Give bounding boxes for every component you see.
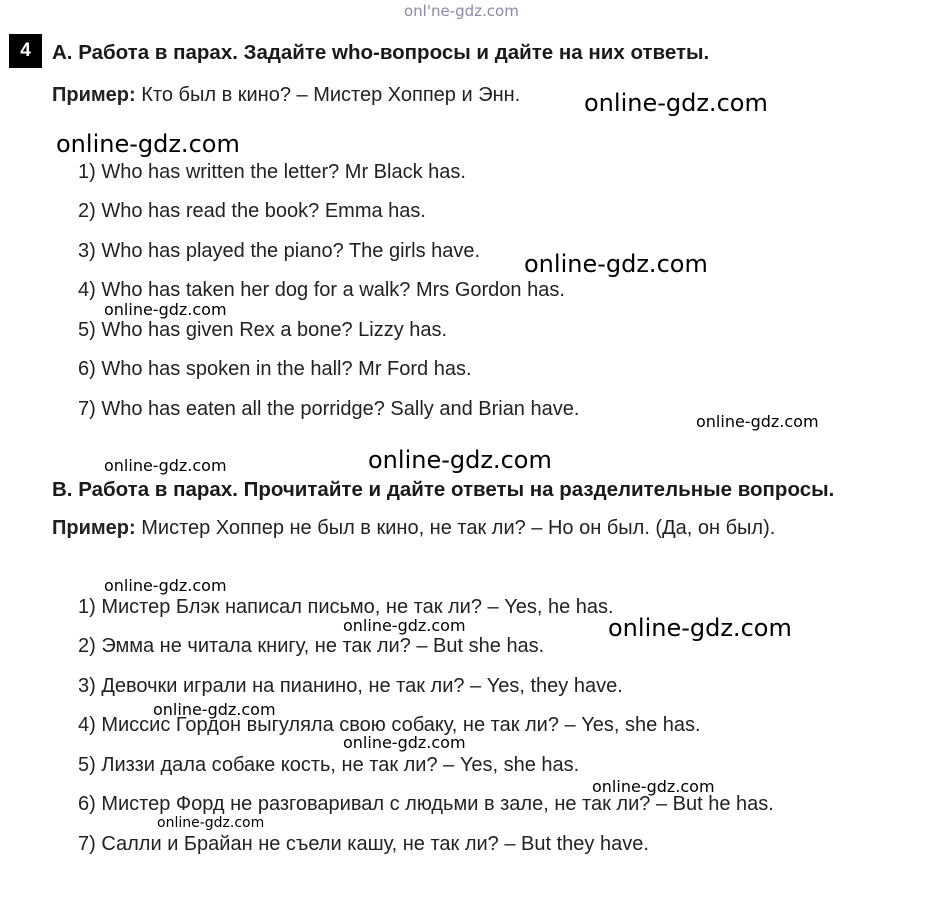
- list-item: 6) Мистер Форд не разговаривал с людьми в зале, не так ли? – But he has.: [78, 793, 774, 815]
- list-item: 6) Who has spoken in the hall? Mr Ford has.: [78, 358, 472, 380]
- watermark: online-gdz.com: [153, 700, 276, 719]
- example-label: Пример:: [52, 84, 136, 106]
- list-item: 1) Who has written the letter? Mr Black has.: [78, 161, 466, 183]
- watermark: online-gdz.com: [343, 733, 466, 752]
- list-item: 4) Миссис Гордон выгуляла свою собаку, не так ли? – Yes, she has.: [78, 714, 701, 736]
- list-item: 3) Who has played the piano? The girls have.: [78, 240, 481, 262]
- list-item: 2) Who has read the book? Emma has.: [78, 200, 426, 222]
- list-item: 5) Who has given Rex a bone? Lizzy has.: [78, 319, 448, 341]
- watermark: online-gdz.com: [104, 300, 227, 319]
- section-b-heading: B. Работа в парах. Прочитайте и дайте ответы на разделительные вопросы.: [52, 478, 835, 501]
- watermark: online-gdz.com: [343, 616, 466, 635]
- list-item: 7) Салли и Брайан не съели кашу, не так ли? – But they have.: [78, 833, 649, 855]
- list-item: 2) Эмма не читала книгу, не так ли? – But she has.: [78, 635, 545, 657]
- watermark: online-gdz.com: [608, 614, 792, 642]
- watermark-top: onl'ne-gdz.com: [404, 2, 519, 20]
- list-item: 4) Who has taken her dog for a walk? Mrs Gordon has.: [78, 279, 565, 301]
- watermark: online-gdz.com: [104, 576, 227, 595]
- watermark: online-gdz.com: [104, 456, 227, 475]
- list-item: 3) Девочки играли на пианино, не так ли? – Yes, they have.: [78, 675, 623, 697]
- list-item: 7) Who has eaten all the porridge? Sally and Brian have.: [78, 398, 580, 420]
- section-a-heading: A. Работа в парах. Задайте who-вопросы и дайте на них ответы.: [52, 41, 710, 64]
- watermark: online-gdz.com: [524, 250, 708, 278]
- watermark: online-gdz.com: [592, 777, 715, 796]
- watermark: online-gdz.com: [157, 815, 265, 831]
- watermark: online-gdz.com: [696, 412, 819, 431]
- example-text: Кто был в кино? – Мистер Хоппер и Энн.: [135, 84, 521, 106]
- watermark: online-gdz.com: [584, 89, 768, 117]
- section-a-example: [52, 84, 520, 107]
- example-text: Мистер Хоппер не был в кино, не так ли? – Но он был. (Да, он был).: [135, 517, 776, 539]
- example-label: Пример:: [52, 517, 136, 539]
- section-b-example: [52, 517, 775, 540]
- watermark: online-gdz.com: [368, 446, 552, 474]
- list-item: 1) Мистер Блэк написал письмо, не так ли? – Yes, he has.: [78, 596, 614, 618]
- exercise-number-badge: 4: [9, 34, 42, 68]
- list-item: 5) Лиззи дала собаке кость, не так ли? – Yes, she has.: [78, 754, 580, 776]
- watermark: online-gdz.com: [56, 130, 240, 158]
